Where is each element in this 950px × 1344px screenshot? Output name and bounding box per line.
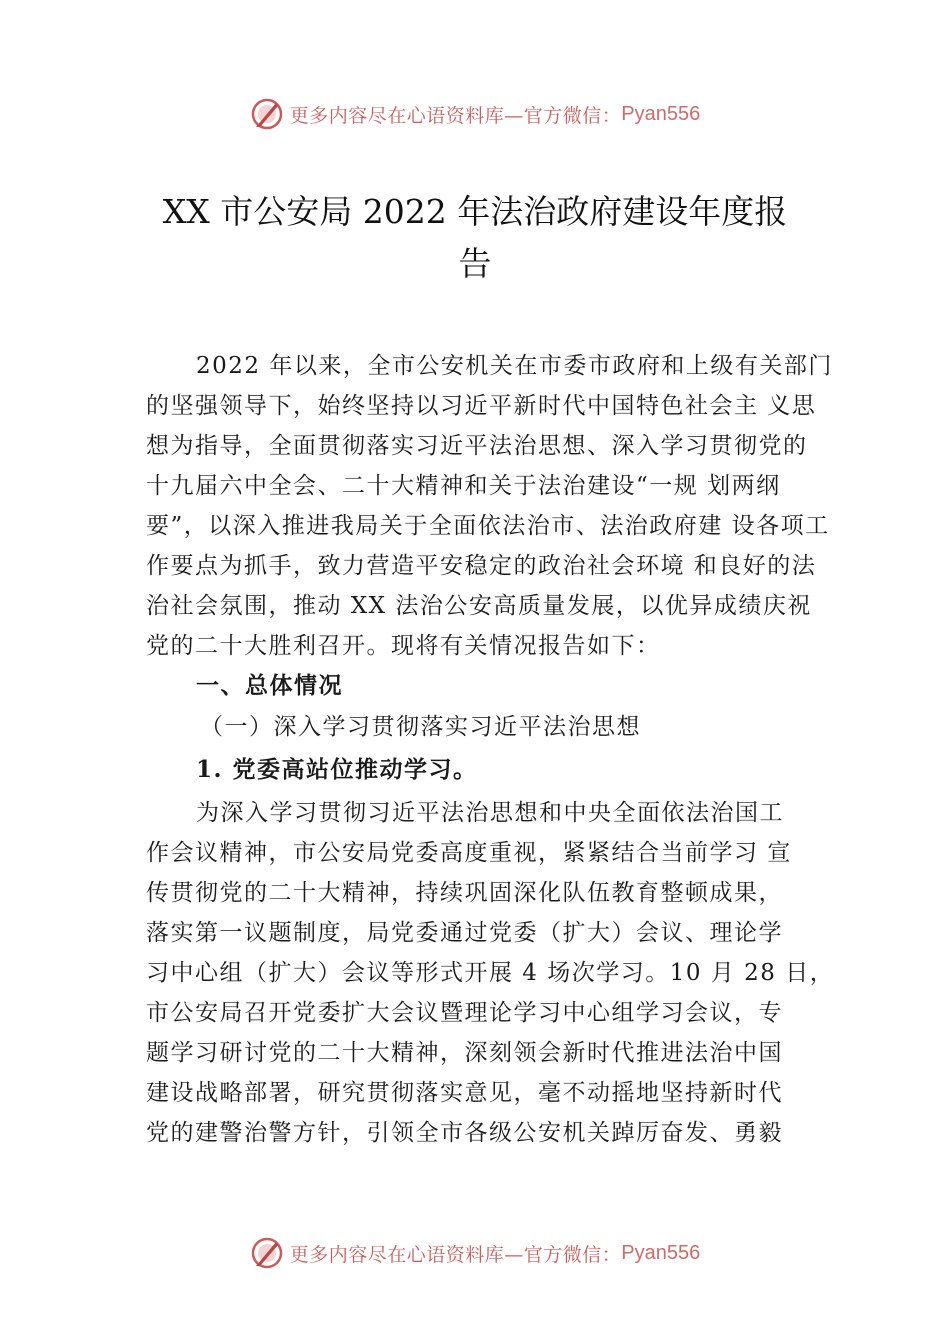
footer-watermark (0, 1233, 950, 1273)
body-line: 为深入学习贯彻习近平法治思想和中央全面依法治国工 (196, 800, 784, 826)
body-line: 党的二十大胜利召开。现将有关情况报告如下： (146, 633, 661, 659)
header-watermark (0, 94, 950, 134)
title-line-2: 告 (458, 244, 492, 283)
body-line: 2022 年以来，全市公安机关在市委市政府和上级有关部门 (196, 353, 833, 379)
body-line: 治社会氛围，推动 XX 法治公安高质量发展，以优异成绩庆祝 (146, 593, 812, 619)
subsection-heading: （一）深入学习贯彻落实习近平法治思想 (200, 714, 641, 740)
watermark-text: 更多内容尽在心语资料库—官方微信： (289, 1243, 622, 1266)
body-line: 落实第一议题制度，局党委通过党委（扩大）会议、理论学 (146, 920, 783, 946)
section-heading: 一、总体情况 (196, 672, 343, 699)
body-line: 作会议精神，市公安局党委高度重视，紧紧结合当前学习 宣 (146, 840, 792, 866)
body-line: 传贯彻党的二十大精神，持续巩固深化队伍教育整顿成果， (146, 880, 783, 906)
quill-logo-icon (250, 97, 284, 131)
watermark-wechat-id: Pyan556 (621, 102, 701, 125)
body-line: 市公安局召开党委扩大会议暨理论学习中心组学习会议，专 (146, 1000, 783, 1026)
body-line: 党的建警治警方针，引领全市各级公安机关踔厉奋发、勇毅 (146, 1120, 783, 1146)
document-title (130, 186, 820, 290)
quill-logo-icon (250, 1236, 284, 1270)
body-line: 的坚强领导下，始终坚持以习近平新时代中国特色社会主 义思 (146, 393, 817, 419)
point-heading: 1. 党委高站位推动学习。 (196, 756, 478, 783)
body-line: 习中心组（扩大）会议等形式开展 4 场次学习。10 月 28 日， (146, 960, 835, 986)
watermark-text: 更多内容尽在心语资料库—官方微信： (289, 104, 622, 127)
title-line-1: XX 市公安局 2022 年法治政府建设年度报 (162, 192, 788, 231)
watermark-wechat-id: Pyan556 (621, 1241, 701, 1264)
body-line: 题学习研讨党的二十大精神，深刻领会新时代推进法治中国 (146, 1040, 783, 1066)
body-line: 想为指导，全面贯彻落实习近平法治思想、深入学习贯彻党的 (146, 433, 808, 459)
body-line: 作要点为抓手，致力营造平安稳定的政治社会环境 和良好的法 (146, 553, 817, 579)
body-line: 十九届六中全会、二十大精神和关于法治建设“一规 划两纲 (146, 473, 781, 499)
body-line: 建设战略部署，研究贯彻落实意见，毫不动摇地坚持新时代 (146, 1080, 783, 1106)
body-line: 要”，以深入推进我局关于全面依法治市、法治政府建 设各项工 (146, 513, 830, 539)
